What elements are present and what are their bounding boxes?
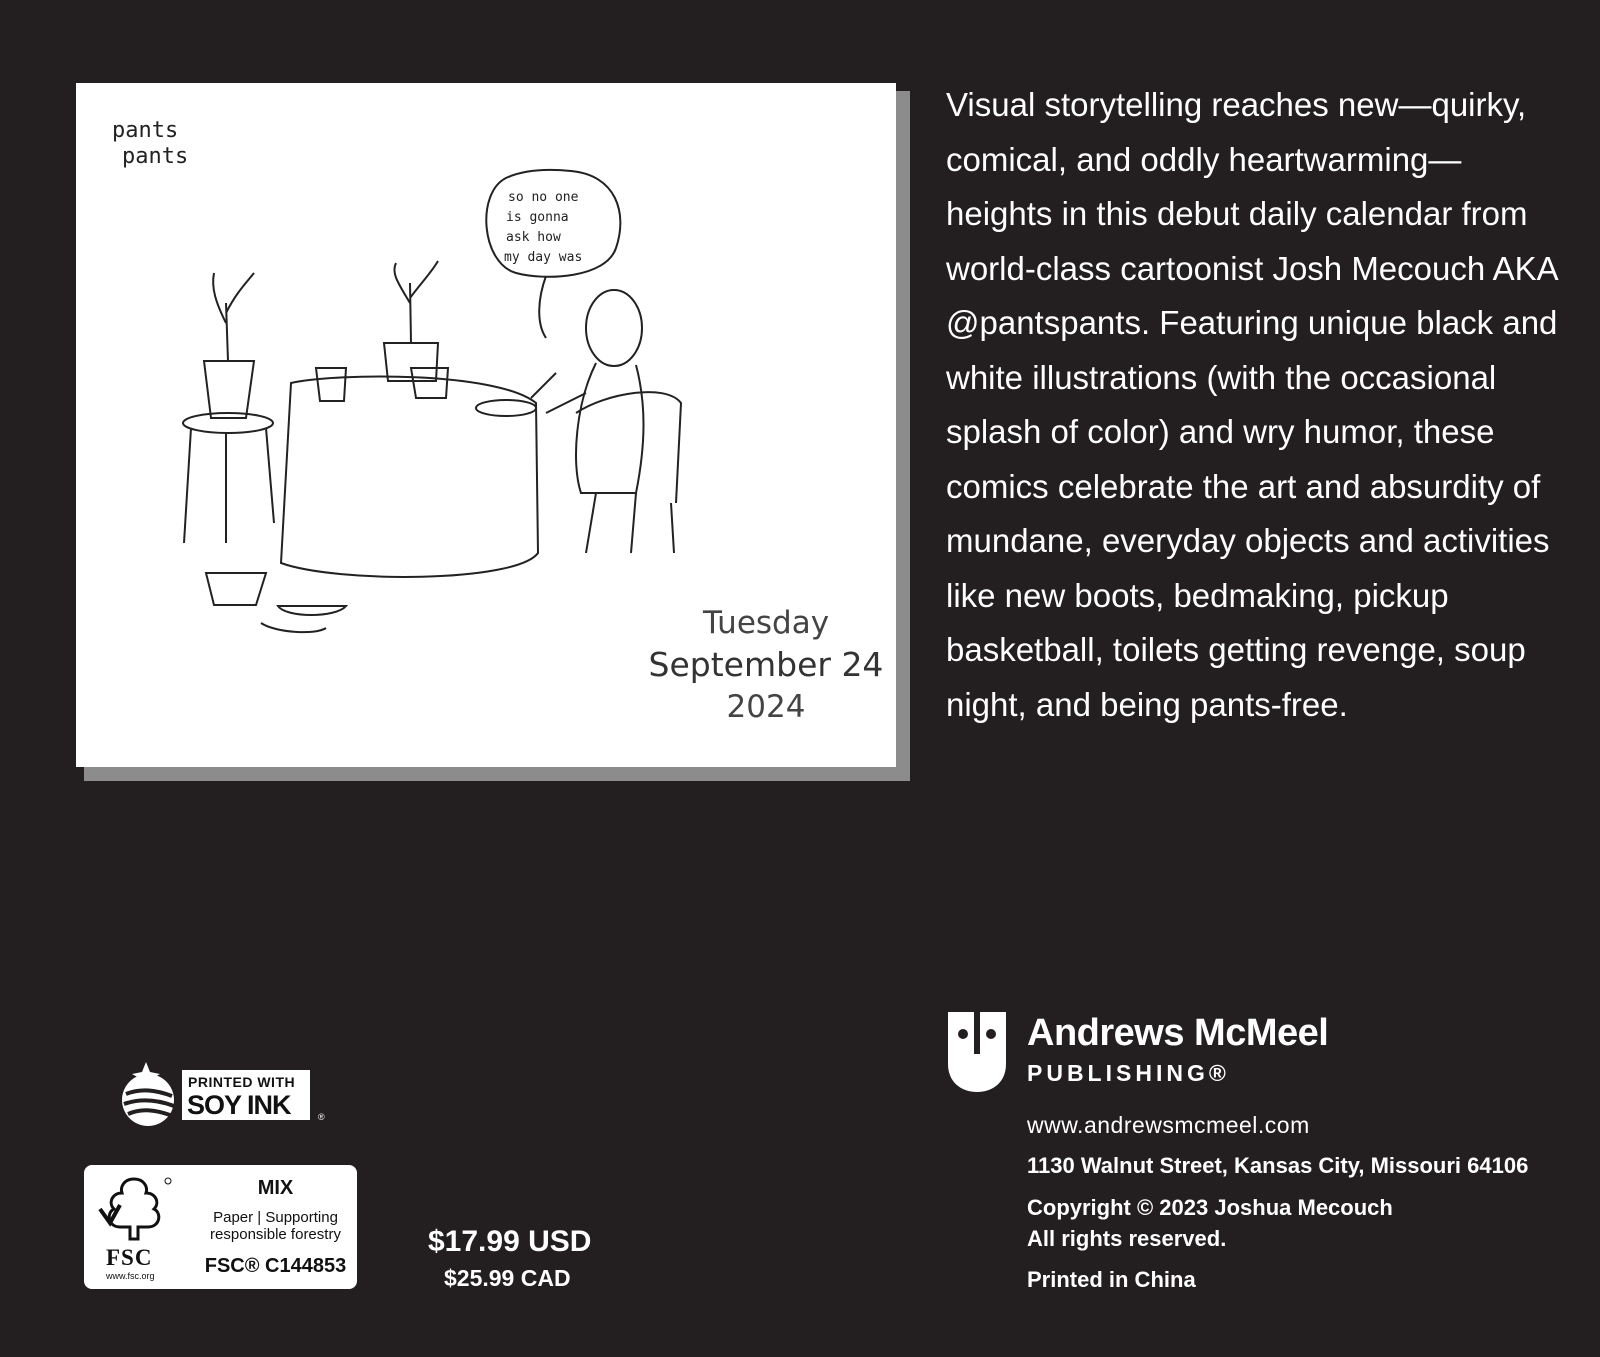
sitting-figure [531,290,681,553]
comic-card [76,83,896,767]
publisher-address: 1130 Walnut Street, Kansas City, Missouri 64106 [1027,1153,1529,1178]
speech-line-4: my day was [504,250,583,265]
date-month-day: September 24 [648,645,884,684]
fsc-code: FSC® C144853 [204,1255,347,1277]
brand-line-2: pants [122,144,189,169]
fsc-website: www.fsc.org [106,1271,155,1281]
table [281,261,538,577]
printed-in-line: Printed in China [1027,1267,1196,1292]
date-day: Tuesday [702,605,830,641]
speech-line-2: is gonna [506,210,569,225]
publisher-logo-icon [948,1012,1006,1092]
soy-ink-registered: ® [318,1112,325,1122]
soy-ink-badge [116,1060,326,1128]
fsc-tree-icon [94,1175,174,1247]
publisher-website[interactable]: www.andrewsmcmeel.com [1027,1112,1310,1138]
fsc-logo-text: FSC [106,1245,153,1270]
fsc-paper-text: Paper | Supporting responsible forestry [210,1209,341,1243]
publisher-name: Andrews McMeel [1027,1012,1329,1054]
date-year: 2024 [726,689,806,725]
fsc-mix: MIX [257,1177,294,1199]
speech-line-3: ask how [506,230,561,245]
price-cad: $25.99 CAD [444,1265,571,1291]
soybean-icon [116,1060,180,1128]
price-usd: $17.99 USD [428,1225,592,1258]
description-text: Visual storytelling reaches new—quirky, comical, and oddly heartwarming—heights in this debut daily calendar from world-class cartoonist Josh Mecouch AKA @pantspants. Featuring unique black and white illustrations (with the occasional splash of color) and wry humor, these comics celebrate the art and absurdity of mundane, everyday objects and activities like new boots, bedmaking, pickup basketball, toilets getting revenge, soup night, and being pants-free. [946,86,1558,723]
brand-line-1: pants [112,118,179,143]
publisher-subtitle: PUBLISHING® [1027,1060,1230,1086]
soy-ink-line-1: PRINTED WITH [188,1074,296,1090]
speech-text [504,190,586,265]
copyright-line: Copyright © 2023 Joshua Mecouch [1027,1195,1393,1220]
soy-ink-line-2: SOY INK [187,1090,291,1120]
rights-line: All rights reserved. [1027,1226,1227,1251]
floor-items [206,573,346,632]
fsc-badge [84,1165,357,1289]
speech-line-1: so no one [508,190,579,205]
plant-stand-left [183,273,274,543]
